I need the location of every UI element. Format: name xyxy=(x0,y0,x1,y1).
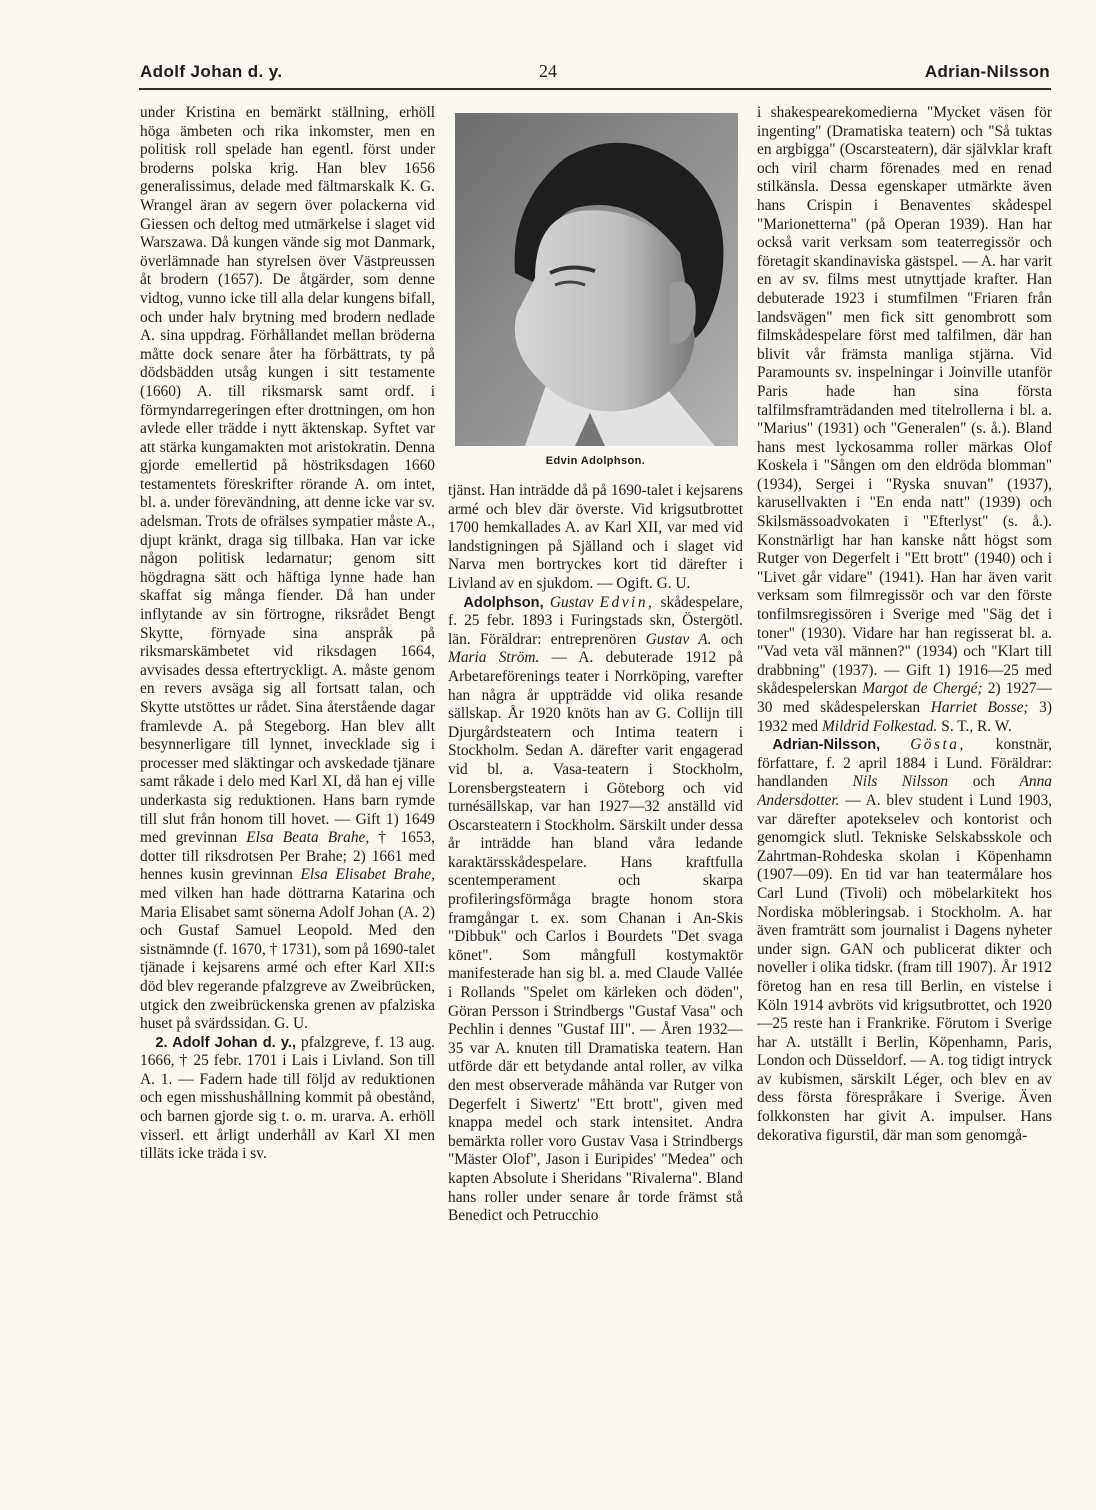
column-1 xyxy=(140,104,435,1484)
running-head-right: Adrian-Nilsson xyxy=(924,62,1050,81)
column-2 xyxy=(448,482,743,1482)
running-head-left: Adolf Johan d. y. xyxy=(140,62,283,81)
paragraph-adolf-johan-2: 2. Adolf Johan d. y., pfalzgreve, f. 13 aug. 1666, † 25 febr. 1701 i Lais i Livland. Son till A. 1. — Fadern hade till följd av reduktionen och egen misshushållning kommit på obestånd, och barnen gjorde sig t. o. m. urarva. A. erhöll visserl. ett årligt underhåll av Karl XI men tilläts icke träda i sv. xyxy=(140,1033,435,1163)
paragraph-adrian-nilsson: Adrian-Nilsson, Gösta, konstnär, författare, f. 2 april 1884 i Lund. Föräldrar: handlanden Nils Nilsson och Anna Andersdotter. — A. blev student i Lund 1903, var därefter apotekselev och kontorist och genomgick slutl. Tekniske Selskabsskole och Zahrtman-Rohdeska skolan i Köpenhamn (1907—09). En tid var han teatermålare hos Carl Lund (Tivoli) och möbelarkitekt hos Nordiska möbleringsab. i Stockholm. A. har även framträtt som journalist i Dagens nyheter under sign. GAN och publicerat dikter och noveller i olika tidskr. (fram till 1907). År 1912 företog han en resa till Berlin, en vistelse i Köln 1914 avbröts vid krigsutbrottet, och 1920—25 reste han i Frankrike. Förutom i Sverige har A. utställt i Berlin, Köpenhamn, Paris, London och Düsseldorf. — A. tog tidigt intryck av kubismen, särskilt Léger, och blev en av dess första förespråkare i Sverige. Även folkkonsten har givit A. impulser. Hans dekorativa figurstil, där man som genomgå- xyxy=(757,736,1052,1144)
paragraph-adolphson: Adolphson, Gustav Edvin, skådespelare, f. 25 febr. 1893 i Furingstads skn, Östergötl. län. Föräldrar: entreprenören Gustav A. och Maria Ström. — A. debuterade 1912 på Arbetareförenings teater i Norrköping, varefter han några år uppträdde vid olika resande sällskap. År 1920 knöts han av G. Collijn till Djurgårdsteatern och Intima teatern i Stockholm. Sedan A. därefter varit engagerad vid bl. a. Vasa-teatern i Stockholm, Lorensbergsteatern i Göteborg och vid turnésällskap, var han 1927—32 anställd vid Oscarsteatern i Stockholm. Särskilt under dessa år inträdde han bland våra ledande karaktärsskådespelare. Hans kraftfulla scentemperament och skarpa profileringsförmåga bragte honom stora framgångar t. ex. som Chanan i An-Skis "Dibbuk" och Carlos i Bourdets "Det svaga könet". Som mångfull kostymaktör manifesterade han sig bl. a. med Claude Vallée i Rollands "Spelet om kärleken och döden", Göran Persson i Strindbergs "Gustaf Vasa" och Pechlin i dennes "Gustaf III". — Åren 1932—35 var A. knuten till Dramatiska teatern. Han utförde där ett betydande antal roller, av vilka den mest observerade måhända var Rutger von Degerfelt i Siwertz' "Ett brott", given med knappa medel och stark intensitet. Andra bemärkta roller voro Gustav Vasa i Strindbergs "Mäster Olof", Jason i Euripides' "Medea" och kapten Absolute i Sheridans "Rivalerna". Bland hans roller under senare år torde främst stå Benedict och Petrucchio xyxy=(448,593,743,1225)
page-number: 24 xyxy=(539,61,557,81)
photo-caption: Edvin Adolphson. xyxy=(545,455,646,467)
paragraph-adolf-johan-2-cont: tjänst. Han inträdde då på 1690-talet i kejsarens armé och blev där överste. Vid krigsutbrottet 1700 hemkallades A. av Karl XII, var med vid landstigningen på Själland och i slaget vid Narva men bortryckes kort tid därefter i Livland av en sjukdom. — Ogift. G. U. xyxy=(448,482,743,592)
portrait-image xyxy=(455,113,738,446)
paragraph-adolf-johan-1: under Kristina en bemärkt ställning, erhöll höga ämbeten och rika inkomster, men en politisk roll spelade han egentl. först under broderns polska krig. Han blev 1656 generalissimus, delade med fältmarskalk K. G. Wrangel äran av segern över polackerna vid Giessen och deltog med utmärkelse i slaget vid Warszawa. Då kungen vände sig mot Danmark, överlämnade han styrelsen över Västpreussen åt brodern (1657). De åtgärder, som denne vidtog, vunno icke till alla delar kungens bifall, och under halv brytning med brodern nedlade A. sina uppdrag. Förhållandet mellan bröderna måtte dock senare åter ha förbättrats, ty på dödsbädden utsåg kungen i sitt testamente (1660) A. till riksmarsk samt ordf. i förmyndarregeringen efter drottningen, om hon avlede eller trädde i nytt äktenskap. Syftet var att stärka kungamakten mot aristokratin. Denna gjorde emellertid på höstriksdagen 1660 testamentets föreskrifter rörande A. om intet, bl. a. under förevändning, att denne icke var sv. adelsman. Trots de ofrälses sympatier måste A., djupt kränkt, draga sig tillbaka. Han var icke någon politisk ledarnatur; genom sitt högdragna sätt och häftiga lynne hade han skaffat sig många fiender. Då han under inflytande av sin förtrogne, riksrådet Bengt Skytte, förnyade sina anspråk på riksmarskämbetet vid riksdagen 1664, avvisades dessa eftertryckligt. A. måste genom en revers avsäga sig all fortsatt talan, och Skytte utstöttes ur rådet. Sina återstående dagar framlevde A. på Stegeborg. Han blev allt besynnerligare till lynnet, invecklade sig i processer med släktingar och avskedade tjänare samt råkade i delo med Karl XI, då han ej ville underkasta sig reduktionen. Hans barn rymde till slut från honom till hovet. — Gift 1) 1649 med grevinnan Elsa Beata Brahe, † 1653, dotter till riksdrotsen Per Brahe; 2) 1661 med hennes kusin grevinnan Elsa Elisabet Brahe, med vilken han hade döttrarna Katarina och Maria Elisabet samt sönerna Adolf Johan (A. 2) och Gustaf Samuel Leopold. Med den sistnämnde (f. 1670, † 1731), som på 1690-talet tjänade i kejsarens armé och efter Karl XII:s död blev regerande pfalzgreve av Zweibrücken, utgick den zweibrückenska grenen av pfalziska huset på svärdssidan. G. U. xyxy=(140,104,435,1033)
column-3 xyxy=(757,104,1052,1484)
paragraph-adolphson-cont: i shakespearekomedierna "Mycket väsen för ingenting" (Dramatiska teatern) och "Så tuktas en argbigga" (Oscarsteatern), där självklar kraft och viril charm förenades med en renad stilkänsla. Dessa egenskaper utmärkte även hans Crispin i Benaventes skådespel "Marionetterna" (på Operan 1939). Han har också varit verksam som teaterregissör och företagit skandinaviska gästspel. — A. har varit en av sv. films mest utnyttjade krafter. Han debuterade 1923 i stumfilmen "Friaren från landsvägen" men fick sitt genombrott som filmskådespelare först med talfilmen, där han blivit vår främsta manliga stjärna. Vid Paramounts sv. inspelningar i Joinville utanför Paris hade han sina första talfilmsframträdanden med titelrollerna i bl. a. "Marius" (1931) och "Generalen" (s. å.). Bland hans mest lyckosamma roller märkas Olof Koskela i "Sången om den eldröda blomman" (1934), Sergei i "Ryska snuvan" (1937), karusellvakten i "En enda natt" (1939) och Skilsmässoadvokaten i "Efterlyst" (s. å.). Konstnärligt har han kanske nått högst som Rutger von Degerfelt i "Ett brott" (1940) och i "Livet går vidare" (1941). Han har även varit verksam som filmregissör och var den förste tonfilmsregissören i Sverige med "Säg det i toner" (1930). Vidare har han regisserat bl. a. "Vad veta väl männen?" (1934) och "Klart till drabbning" (1937). — Gift 1) 1916—25 med skådespelerskan Margot de Chergé; 2) 1927—30 med skådespelerskan Harriet Bosse; 3) 1932 med Mildrid Folkestad. S. T., R. W. xyxy=(757,104,1052,735)
header-rule xyxy=(139,88,1051,90)
portrait-photo xyxy=(455,113,738,446)
entry-heading-adolf-johan-dy: 2. Adolf Johan d. y., xyxy=(155,1034,296,1051)
entry-heading-adolphson: Adolphson, xyxy=(463,594,544,611)
entry-heading-adrian-nilsson: Adrian-Nilsson, xyxy=(772,737,881,754)
